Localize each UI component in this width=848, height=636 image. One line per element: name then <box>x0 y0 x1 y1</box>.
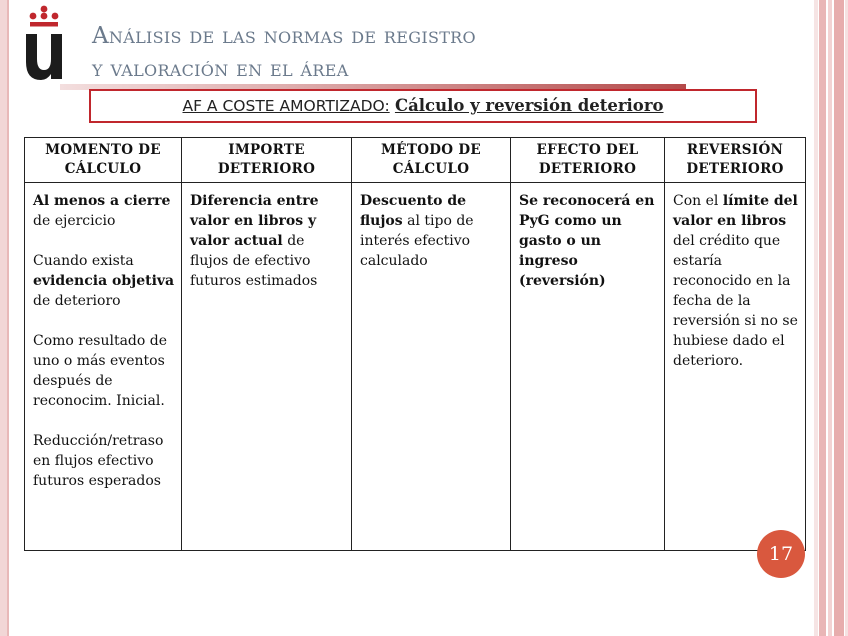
cell-efecto-deterioro: Se reconocerá en PyG como un gasto o un ingreso (reversión) <box>511 183 665 551</box>
cell-reversion-deterioro: Con el límite del valor en libros del crédito que estaría reconocido en la fecha de la reversión si no se hubiese dado el deterioro. <box>665 183 806 551</box>
right-decorative-border <box>814 0 848 636</box>
subtitle-box <box>89 89 757 123</box>
header-reversion-deterioro: REVERSIÓN DETERIORO <box>665 138 806 183</box>
left-decorative-border <box>0 0 9 636</box>
cell-momento-calculo <box>25 183 182 551</box>
cell-metodo-calculo: Descuento de flujos al tipo de interés efectivo calculado <box>352 183 511 551</box>
table-header-row <box>25 138 806 183</box>
header-metodo-calculo: MÉTODO DE CÁLCULO <box>352 138 511 183</box>
momento-paragraph-3: Como resultado de uno o más eventos después de reconocim. Inicial. <box>33 333 168 409</box>
table-row <box>25 183 806 551</box>
slide-title-line-1: Análisis de las normas de registro <box>92 23 476 49</box>
slide-title <box>92 20 476 86</box>
subtitle-prefix: AF A COSTE AMORTIZADO: <box>182 97 390 115</box>
page-number-badge: 17 <box>757 530 805 578</box>
header-importe-deterioro: IMPORTE DETERIORO <box>182 138 352 183</box>
momento-paragraph-4: Reducción/retraso en flujos efectivo futuros esperados <box>33 433 164 489</box>
header-efecto-deterioro: EFECTO DEL DETERIORO <box>511 138 665 183</box>
subtitle-bold: Cálculo y reversión deterioro <box>394 96 664 115</box>
cell-importe-deterioro: Diferencia entre valor en libros y valor actual de flujos de efectivo futuros estimados <box>182 183 352 551</box>
momento-paragraph-1: Al menos a cierre de ejercicio <box>33 193 171 229</box>
slide-title-line-2: y valoración en el área <box>92 56 349 82</box>
header-momento-calculo: MOMENTO DE CÁLCULO <box>25 138 182 183</box>
university-logo <box>24 4 64 80</box>
momento-paragraph-2: Cuando exista evidencia objetiva de deterioro <box>33 253 175 309</box>
deterioration-table <box>24 137 806 551</box>
